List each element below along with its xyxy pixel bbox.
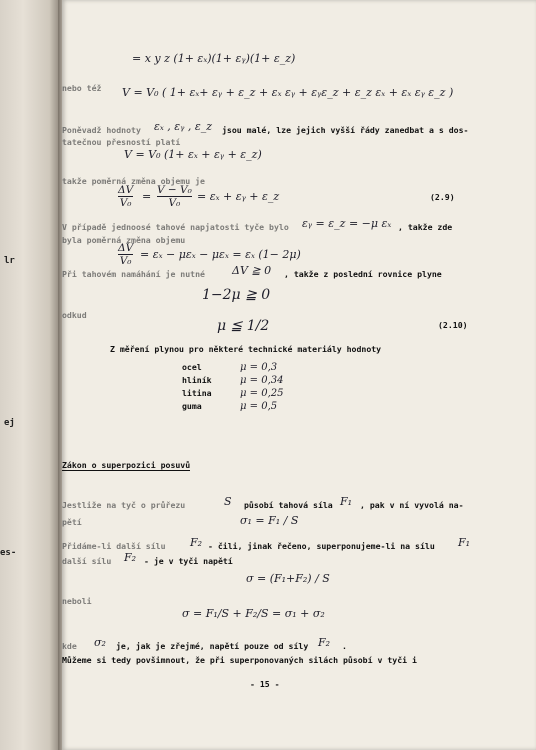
- math-lateral-strain: εᵧ = ε_z = −μ εₓ: [302, 217, 392, 230]
- math-stress: σ₂: [94, 636, 106, 649]
- equation-stress-total: σ = (F₁+F₂) / S: [246, 572, 330, 585]
- text-line: - je v tyči napětí: [144, 556, 233, 566]
- material-poisson-ratio: μ = 0,3: [240, 362, 278, 373]
- fraction: V − V₀ V₀: [157, 184, 192, 209]
- fraction: ΔV V₀: [118, 184, 134, 209]
- math-area: S: [224, 495, 232, 508]
- math-force: F₁: [340, 495, 353, 508]
- equation-volume-expanded: V = V₀ ( 1+ εₓ+ εᵧ + ε_z + εₓ εᵧ + εᵧε_z + ε_z εₓ + εₓ εᵧ ε_z ): [122, 86, 454, 99]
- material-name: hliník: [182, 375, 212, 385]
- text-line: .: [342, 641, 347, 651]
- equation-volume-product: = x y z (1+ εₓ)(1+ εᵧ)(1+ ε_z): [132, 52, 296, 65]
- text-line: byla poměrná změna objemu: [62, 235, 186, 245]
- text-line: Přidáme-li další sílu: [62, 541, 166, 551]
- text-line: Při tahovém namáhání je nutné: [62, 269, 205, 279]
- book-spine: [0, 0, 58, 750]
- material-poisson-ratio: μ = 0,5: [240, 401, 278, 412]
- margin-mark: es-: [0, 548, 17, 558]
- text-line: V případě jednoosé tahové napjatosti tyče bylo: [62, 222, 289, 232]
- math-force: F₂: [190, 536, 203, 549]
- equation-stress-1: σ₁ = F₁ / S: [240, 514, 299, 527]
- math-strains: εₓ , εᵧ , ε_z: [154, 120, 213, 133]
- text-line: odkud: [62, 310, 87, 320]
- table-row: [182, 388, 284, 399]
- equation-volume-linear: V = V₀ (1+ εₓ + εᵧ + ε_z): [124, 148, 262, 161]
- equation-volume-change: = εₓ + εᵧ + ε_z: [197, 190, 280, 203]
- math-force: F₁: [458, 536, 471, 549]
- text-line: pětí: [62, 517, 82, 527]
- text-line: tatečnou přesností platí: [62, 137, 181, 147]
- text-line: takže poměrná změna objemu je: [62, 176, 205, 186]
- text-line: - čili, jinak řečeno, superponujeme-li na sílu: [208, 541, 435, 551]
- text-line: jsou malé, lze jejich vyšší řády zanedbat a s dos-: [222, 125, 469, 135]
- material-name: ocel: [182, 362, 202, 372]
- equation-number: (2.10): [438, 320, 468, 330]
- equation-poisson-bound: μ ≦ 1/2: [217, 318, 270, 334]
- text-line: , takže z poslední rovnice plyne: [284, 269, 442, 279]
- fraction: ΔV V₀: [118, 242, 134, 267]
- math-force: F₂: [318, 636, 331, 649]
- text-line: neboli: [62, 596, 92, 606]
- text-line: Z měření plynou pro některé technické materiály hodnoty: [110, 344, 382, 354]
- page-number: - 15 -: [250, 679, 280, 689]
- equation-inequality: 1−2μ ≧ 0: [202, 287, 271, 303]
- text-line: Můžeme si tedy povšimnout, že při superponovaných silách působí v tyči i: [62, 655, 417, 665]
- text-line: nebo též: [62, 83, 102, 93]
- section-heading: Zákon o superpozici posuvů: [62, 460, 191, 470]
- material-poisson-ratio: μ = 0,34: [240, 375, 284, 386]
- text-line: , pak v ní vyvolá na-: [360, 500, 464, 510]
- text-line: je, jak je zřejmé, napětí pouze od síly: [116, 641, 309, 651]
- materials-table: [182, 362, 382, 422]
- equation-uniaxial-volume-change: = εₓ − μεₓ − μεₓ = εₓ (1− 2μ): [140, 248, 301, 261]
- text-line: Jestliže na tyč o průřezu: [62, 500, 186, 510]
- table-row: [182, 375, 284, 386]
- text-line: kde: [62, 641, 77, 651]
- equation-number: (2.9): [430, 192, 455, 202]
- table-row: [182, 401, 277, 412]
- material-name: guma: [182, 401, 202, 411]
- math-force: F₂: [124, 551, 137, 564]
- text-line: , takže zde: [398, 222, 453, 232]
- equation-stress-superposition: σ = F₁/S + F₂/S = σ₁ + σ₂: [182, 607, 325, 620]
- material-poisson-ratio: μ = 0,25: [240, 388, 284, 399]
- text-line: Poněvadž hodnoty: [62, 125, 141, 135]
- margin-mark: ej: [4, 418, 15, 428]
- table-row: [182, 362, 277, 373]
- document-page: [62, 0, 536, 750]
- margin-mark: lr: [4, 256, 15, 266]
- equals-sign: =: [142, 190, 152, 203]
- math-volume-condition: ΔV ≧ 0: [232, 264, 272, 277]
- material-name: litina: [182, 388, 212, 398]
- text-line: další sílu: [62, 556, 112, 566]
- text-line: působí tahová síla: [244, 500, 333, 510]
